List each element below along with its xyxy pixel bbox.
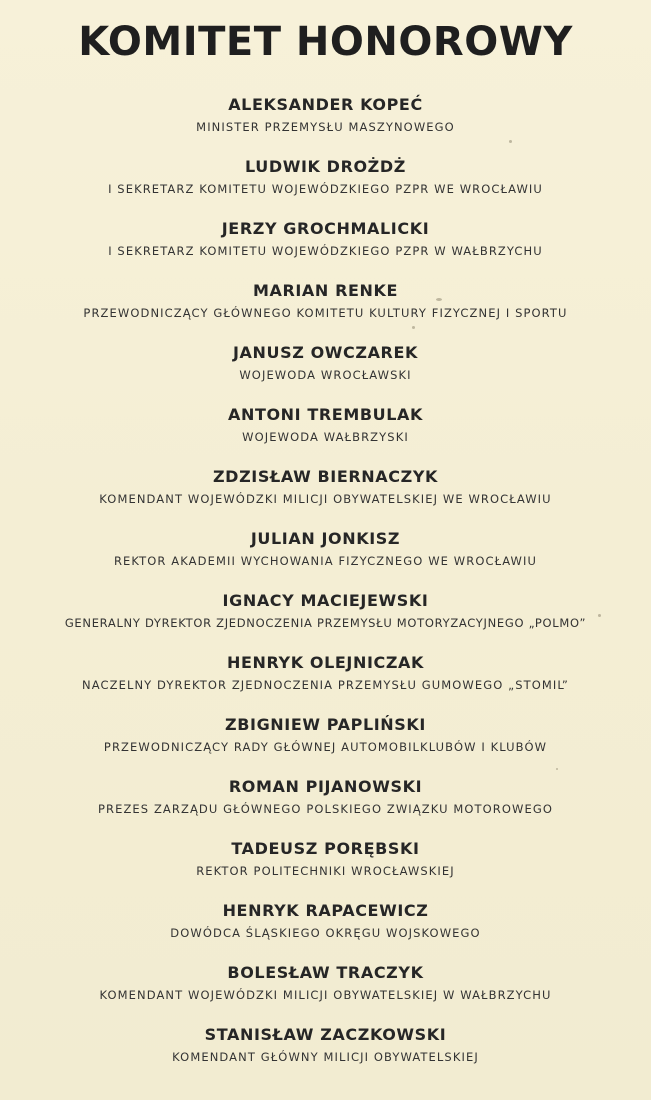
list-item [0, 777, 651, 839]
member-name: TADEUSZ PORĘBSKI [231, 839, 420, 858]
list-item [0, 591, 651, 653]
list-item [0, 529, 651, 591]
list-item [0, 901, 651, 963]
list-item [0, 95, 651, 157]
list-item [0, 715, 651, 777]
paper-speck [412, 326, 415, 329]
member-name: JULIAN JONKISZ [250, 529, 401, 548]
member-role: PRZEWODNICZĄCY RADY GŁÓWNEJ AUTOMOBILKLUBÓW I KLUBÓW [103, 740, 548, 754]
member-name: ANTONI TREMBULAK [227, 405, 424, 424]
member-name: ZBIGNIEW PAPLIŃSKI [225, 715, 426, 734]
paper-speck [436, 298, 442, 301]
member-role: WOJEWODA WAŁBRZYSKI [242, 430, 409, 444]
list-item [0, 343, 651, 405]
member-name: HENRYK OLEJNICZAK [226, 653, 425, 672]
member-name: ZDZISŁAW BIERNACZYK [212, 467, 439, 486]
member-role: WOJEWODA WROCŁAWSKI [239, 368, 412, 382]
paper-speck [556, 768, 558, 770]
member-role: PREZES ZARZĄDU GŁÓWNEGO POLSKIEGO ZWIĄZKU MOTOROWEGO [97, 802, 554, 816]
list-item [0, 157, 651, 219]
member-name: BOLESŁAW TRACZYK [227, 963, 424, 982]
member-name: JANUSZ OWCZAREK [232, 343, 419, 362]
paper-speck [598, 614, 601, 617]
list-item [0, 653, 651, 715]
member-role: MINISTER PRZEMYSŁU MASZYNOWEGO [196, 120, 455, 134]
list-item [0, 219, 651, 281]
list-item [0, 1025, 651, 1087]
member-role: KOMENDANT GŁÓWNY MILICJI OBYWATELSKIEJ [172, 1050, 479, 1064]
list-item [0, 405, 651, 467]
member-name: IGNACY MACIEJEWSKI [222, 591, 429, 610]
member-role: GENERALNY DYREKTOR ZJEDNOCZENIA PRZEMYSŁU MOTORYZACYJNEGO „POLMO” [64, 616, 587, 630]
list-item [0, 839, 651, 901]
member-role: DOWÓDCA ŚLĄSKIEGO OKRĘGU WOJSKOWEGO [170, 926, 481, 940]
member-name: HENRYK RAPACEWICZ [222, 901, 429, 920]
member-role: REKTOR AKADEMII WYCHOWANIA FIZYCZNEGO WE WROCŁAWIU [113, 554, 538, 568]
member-role: KOMENDANT WOJEWÓDZKI MILICJI OBYWATELSKIEJ W WAŁBRZYCHU [99, 988, 552, 1002]
member-role: I SEKRETARZ KOMITETU WOJEWÓDZKIEGO PZPR W WAŁBRZYCHU [108, 244, 543, 258]
list-item [0, 281, 651, 343]
member-name: LUDWIK DROŻDŻ [245, 157, 406, 176]
paper-speck [509, 140, 512, 143]
list-item [0, 467, 651, 529]
member-role: PRZEWODNICZĄCY GŁÓWNEGO KOMITETU KULTURY FIZYCZNEJ I SPORTU [83, 306, 568, 320]
page-title: KOMITET HONOROWY [78, 19, 573, 65]
member-list [0, 95, 651, 1087]
member-name: ALEKSANDER KOPEĆ [228, 95, 423, 114]
member-name: JERZY GROCHMALICKI [221, 219, 430, 238]
member-role: REKTOR POLITECHNIKI WROCŁAWSKIEJ [196, 864, 455, 878]
list-item [0, 963, 651, 1025]
member-role: KOMENDANT WOJEWÓDZKI MILICJI OBYWATELSKIEJ WE WROCŁAWIU [99, 492, 552, 506]
member-name: STANISŁAW ZACZKOWSKI [204, 1025, 447, 1044]
member-name: ROMAN PIJANOWSKI [228, 777, 423, 796]
member-role: I SEKRETARZ KOMITETU WOJEWÓDZKIEGO PZPR WE WROCŁAWIU [108, 182, 543, 196]
member-name: MARIAN RENKE [252, 281, 399, 300]
member-role: NACZELNY DYREKTOR ZJEDNOCZENIA PRZEMYSŁU GUMOWEGO „STOMIL” [82, 678, 569, 692]
